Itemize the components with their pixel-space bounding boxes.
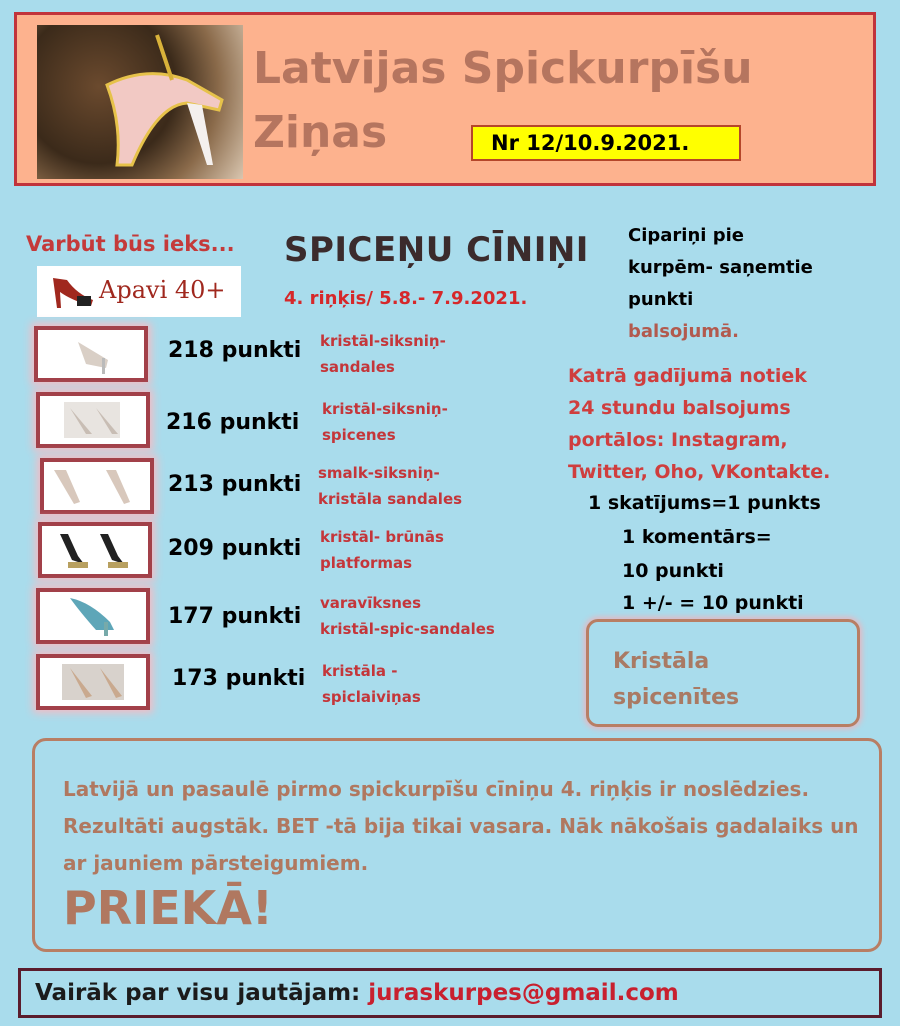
shoe-thumbnail-3[interactable] — [40, 458, 154, 514]
contest-title: SPICEŅU CĪNIŅI — [284, 230, 589, 270]
maybe-label: Varbūt būs ieks... — [26, 232, 235, 256]
desc-3: smalk-siksniņ- kristāla sandales — [318, 464, 463, 508]
desc-5: varavīksnes kristāl-spic-sandales — [320, 594, 495, 638]
points-1: 218 punkti — [168, 338, 302, 363]
announcement-text: Latvijā un pasaulē pirmo spickurpīšu cīniņu 4. riņķis ir noslēdzies. Rezultāti augstāk. BET -tā bija tikai vasara. Nāk nākošais gadalaiks un ar jauniem pārsteigumiem. — [63, 777, 859, 875]
shoe-thumbnail-1[interactable] — [34, 326, 148, 382]
apavi-logo[interactable] — [37, 266, 241, 317]
shoe-thumbnail-2[interactable] — [36, 392, 150, 448]
issue-number-badge: Nr 12/10.9.2021. — [471, 125, 741, 161]
rule-comment-points: 10 punkti — [622, 560, 724, 582]
shoe-image-icon — [42, 526, 148, 574]
desc-2: kristāl-siksniņ- spicenes — [322, 400, 448, 444]
shoe-image-icon — [44, 462, 150, 510]
points-6: 173 punkti — [172, 666, 306, 691]
desc-4: kristāl- brūnās platformas — [320, 528, 444, 572]
points-5: 177 punkti — [168, 604, 302, 629]
crystal-shoes-box — [586, 619, 860, 727]
shoe-thumbnail-4[interactable] — [38, 522, 152, 578]
points-2: 216 punkti — [166, 410, 300, 435]
points-3: 213 punkti — [168, 472, 302, 497]
shoe-thumbnail-6[interactable] — [36, 654, 150, 710]
contact-email-link[interactable]: juraskurpes@gmail.com — [368, 980, 679, 1006]
desc-6: kristāla - spiclaiviņas — [322, 662, 421, 706]
footer-label: Vairāk par visu jautājam: — [35, 980, 361, 1006]
points-4: 209 punkti — [168, 536, 302, 561]
announcement-box — [32, 738, 882, 952]
shoe-image-icon — [40, 396, 146, 444]
shoe-image-icon — [38, 330, 144, 378]
page-title: Latvijas Spickurpīšu Ziņas — [253, 43, 753, 158]
rule-reaction: 1 +/- = 10 punkti — [622, 592, 804, 614]
high-heel-illustration — [37, 25, 243, 179]
contest-round: 4. riņķis/ 5.8.- 7.9.2021. — [284, 288, 528, 309]
crystal-shoes-text: Kristāla spicenītes — [613, 649, 740, 710]
voting-info: Katrā gadījumā notiek 24 stundu balsojums portālos: Instagram, Twitter, Oho, VKontakte. — [568, 365, 831, 483]
shoe-thumbnail-5[interactable] — [36, 588, 150, 644]
cheer-text: PRIEKĀ! — [63, 881, 273, 935]
rule-view: 1 skatījums=1 punkts — [588, 492, 821, 514]
desc-1: kristāl-siksniņ- sandales — [320, 332, 446, 376]
shoe-image-icon — [40, 592, 146, 640]
rule-comment: 1 komentārs= — [622, 526, 772, 548]
shoe-image-icon — [40, 658, 146, 706]
footer-contact — [18, 968, 882, 1018]
header-shoe-photo — [37, 25, 243, 179]
shoe-logo-icon — [47, 270, 97, 314]
apavi-logo-text: Apavi 40+ — [99, 276, 226, 304]
digits-explanation: Cipariņi pie kurpēm- saņemtie punkti balsojumā. — [628, 225, 813, 342]
header-banner — [14, 12, 876, 186]
